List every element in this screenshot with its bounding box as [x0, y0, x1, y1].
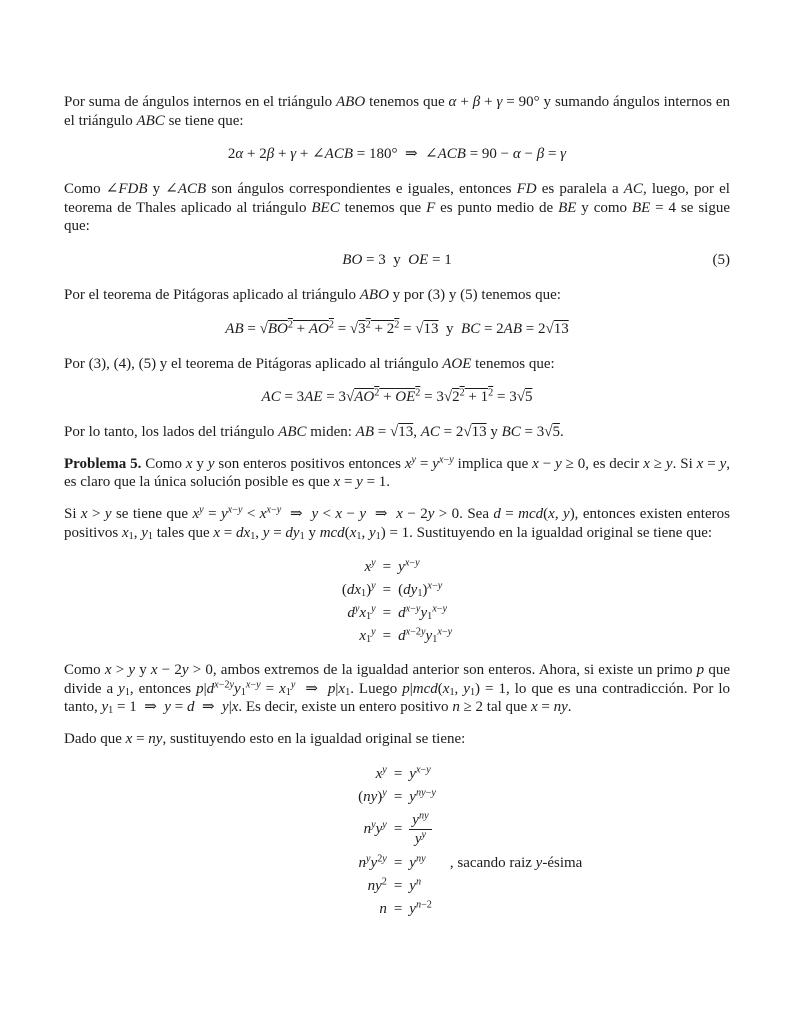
equals-sign: =: [382, 559, 392, 576]
equals-sign: =: [393, 821, 403, 838]
equation-lhs: $(dx_1)^y$: [341, 580, 376, 600]
aligned-equations-substitution: [64, 557, 730, 646]
equation-lhs: $ny^2$: [367, 876, 387, 895]
equals-sign: =: [393, 901, 403, 918]
equation-rhs: $d^{x-y}y_1^{x-y}$: [398, 603, 448, 623]
equals-sign: =: [382, 605, 392, 622]
equation-lhs: (ny)$^y$: [358, 786, 387, 805]
equals-sign: =: [393, 878, 403, 895]
equation-lhs: $n^yy^{2y}$: [358, 853, 387, 872]
equation-ac: AC = $3AE = 3√AO^2 + OE^2 = 3√2^2 + 1^2 = 3√5$: [261, 387, 533, 406]
equation-rhs: $y^n$: [409, 876, 422, 895]
equation-lhs: $n^yy^y$: [363, 819, 387, 838]
equation-rhs: $d^{x-2y}y_1^{x-y}$: [398, 626, 453, 646]
equation-lhs: $x^y$: [364, 557, 376, 576]
equation-ab-bc: AB = $√BO^2 + AO^2 = √3^2 + 2^2 = √13$ y BC = 2AB = 2√13: [225, 318, 569, 337]
paragraph-pitagoras-abo: Por el teorema de Pitágoras aplicado al triángulo ABO y por (3) y (5) tenemos que:: [64, 286, 561, 303]
equation-rhs: $\frac{y^{ny}}{y^y}$: [409, 810, 436, 851]
paragraph-pitagoras-aoe: Por (3), (4), (5) y el teorema de Pitágoras aplicado al triángulo AOE tenemos que:: [64, 355, 555, 372]
equation-rhs: $y^{x-y}$: [398, 557, 420, 576]
equation-rhs: $y^{ny-y}$: [409, 786, 436, 805]
equals-sign: =: [382, 582, 392, 599]
equation-bo-oe: [64, 250, 730, 271]
paragraph-thales: Como ∠FDB y ∠ACB son ángulos correspondientes e iguales, entonces FD es paralela a AC, luego, por el teorema de Thales aplicado al triángulo BEC tenemos que F es punto medio de BE y como BE = 4 se sigue que:: [64, 181, 730, 235]
equation-rhs: $y^{x-y}$: [409, 763, 431, 782]
equation-acb: 2α + 2β + γ + ∠ACB = 180° ⇒ ∠ACB = 90 − α − β = γ: [227, 146, 567, 163]
equation-lhs: $x^y$: [375, 763, 387, 782]
equals-sign: =: [393, 765, 403, 782]
paragraph-problema5-intro: Problema 5. Como x y y son enteros positivos entonces $x^y = y^{x-y}$ implica que x − y ≥ 0, es decir x ≥ y. Si x = y, es claro que la única solución posible es que x = y = 1.: [64, 454, 731, 491]
equation-note: , sacando raiz y-ésima: [449, 855, 583, 872]
paragraph-angle-sum: Por suma de ángulos internos en el triángulo ABO tenemos que α + β + γ = 90° y sumando ángulos internos en el triángulo ABC se tiene que:: [64, 94, 730, 129]
equals-sign: =: [393, 788, 403, 805]
aligned-equations-final: [64, 764, 730, 920]
equation-lhs: $d^yx_1^y$: [347, 603, 376, 623]
equation-rhs: $(dy_1)^{x-y}$: [398, 580, 443, 600]
equals-sign: =: [393, 855, 403, 872]
equation-lhs: n: [379, 901, 387, 918]
equation-bo-oe-body: BO = 3 y OE = 1: [342, 251, 452, 268]
equation-tag-5: (5): [712, 251, 730, 268]
equals-sign: =: [382, 628, 392, 645]
paragraph-contradiction: Como x > y y x − 2y > 0, ambos extremos de la igualdad anterior son enteros. Ahora, si existe un primo p que divide a $y_1$, entonces $p|d^{x-2y}y_1^{x-y} = x_1^y$ ⇒ $p|x_1$. Luego $p|mcd(x_1$, $y_1) = 1$, lo que es una contradicción. Por lo tanto, $y_1 = 1$ ⇒ y = d ⇒ y|x. Es decir, existe un entero positivo n ≥ 2 tal que x = ny.: [64, 662, 731, 717]
paragraph-case-x-greater-y: Si x > y se tiene que $x^y = y^{x-y} < x^{x-y}$ ⇒ y < x − y ⇒ x − 2y > 0. Sea d = mcd(x, y), entonces existen enteros positivos $x_1$, $y_1$ tales que $x = dx_1$, $y = dy_1$ y $mcd(x_1$, $y_1) = 1$. Sustituyendo en la igualdad original se tiene que:: [64, 504, 730, 542]
paragraph-conclusion-triangle: Por lo tanto, los lados del triángulo ABC miden: AB = √13, AC = 2√13 y BC = 3√5.: [64, 424, 564, 441]
equation-rhs: $y^{n-2}$: [409, 899, 432, 918]
equation-rhs: $y^{ny}$: [409, 853, 426, 872]
equation-lhs: $x_1^y$: [359, 626, 376, 646]
paragraph-dado-que: Dado que x = ny, sustituyendo esto en la igualdad original se tiene:: [64, 730, 466, 747]
